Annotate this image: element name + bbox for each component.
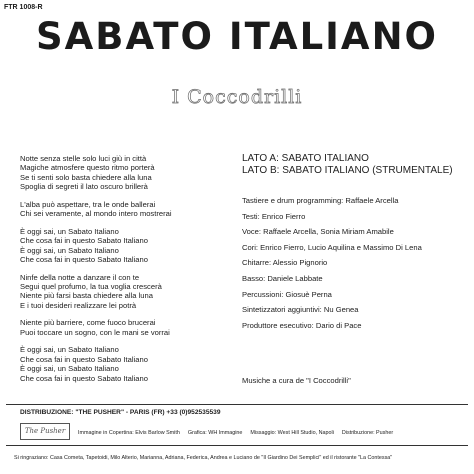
artist-name: I Coccodrilli (171, 86, 303, 108)
lyric-line: Niente più barriere, come fuoco brucerai (20, 318, 156, 328)
lyrics-block (20, 154, 230, 391)
credit-line: Testi: Enrico Fierro (242, 211, 306, 221)
lyric-line: E i tuoi desideri realizzare lei potrà (20, 300, 137, 310)
lyric-line: Notte senza stelle solo luci giù in città (20, 154, 147, 163)
lyrics-stanza (20, 200, 230, 219)
production-credit: Immagine in Copertina: Elvis Barlow Smith (78, 430, 180, 436)
production-credit: Grafica: WH Immagine (187, 430, 243, 436)
side-b: LATO B: SABATO ITALIANO (STRUMENTALE) (242, 165, 453, 176)
lyric-line: Niente più farsi basta chiedere alla luna (20, 291, 153, 301)
lyric-line: È oggi sai, un Sabato Italiano (20, 364, 119, 374)
music-credit: Musiche a cura de "I Coccodrilli" (242, 376, 351, 385)
catalog-number: FTR 1008-R (4, 4, 43, 11)
lyrics-stanza (20, 318, 230, 337)
lyrics-stanza (20, 227, 230, 265)
credit-line: Chitarre: Alessio Pignorio (242, 258, 328, 268)
distribution-info: DISTRIBUZIONE: "THE PUSHER" - PARIS (FR) +33 (0)952535539 (20, 409, 221, 416)
lyric-line: Chi sei veramente, al mondo intero mostrerai (20, 209, 172, 219)
lyric-line: Segui quel profumo, la tua voglia crescerà (20, 281, 162, 291)
lyric-line: Se ti senti solo basta chiedere alla luna (20, 172, 152, 182)
lyric-line: Che cosa fai in questo Sabato Italiano (20, 236, 148, 246)
divider-top (6, 404, 468, 405)
credit-line: Basso: Daniele Labbate (242, 273, 323, 283)
lyric-line: Che cosa fai in questo Sabato Italiano (20, 373, 148, 383)
lyrics-stanza (20, 345, 230, 383)
production-credits (78, 430, 401, 436)
credit-line: Voce: Raffaele Arcella, Sonia Miriam Amabile (242, 227, 394, 237)
lyric-line: L'alba può aspettare, tra le onde ballerai (20, 199, 156, 209)
credit-line: Produttore esecutivo: Dario di Pace (242, 320, 362, 330)
lyric-line: Ninfe della notte a danzare il con te (20, 272, 140, 282)
lyrics-stanza (20, 154, 230, 192)
lyrics-stanza (20, 273, 230, 311)
production-credit: Missaggio: West Hill Studio, Napoli (250, 430, 334, 436)
pusher-logo: The Pusher (20, 423, 70, 440)
thanks-line: Si ringraziano: Casa Cometa, Tapetoidi, Milo Alterio, Marianna, Adriana, Federica, Andrea e Luciano de "Il Giardino Dei Semplici" ed il ristorante "La Contessa" (14, 455, 393, 461)
divider-bottom (6, 445, 468, 446)
lyric-line: Magiche atmosfere questo ritmo porterà (20, 163, 155, 173)
record-title: SABATO ITALIANO (36, 15, 438, 58)
lyric-line: Spoglia di segreti il lato oscuro brillerà (20, 182, 148, 192)
credit-line: Sintetizzatori aggiuntivi: Nu Genea (242, 305, 359, 315)
lyric-line: È oggi sai, un Sabato Italiano (20, 245, 119, 255)
credits-list (242, 193, 422, 333)
credit-line: Cori: Enrico Fierro, Lucio Aquilina e Massimo Di Lena (242, 242, 422, 252)
track-list (242, 153, 453, 177)
lyric-line: È oggi sai, un Sabato Italiano (20, 226, 119, 236)
credit-line: Percussioni: Giosuè Perna (242, 289, 332, 299)
lyric-line: Puoi toccare un sogno, con le mani se vorrai (20, 327, 170, 337)
production-credit: Distribuzione: Pusher (341, 430, 394, 436)
side-a: LATO A: SABATO ITALIANO (242, 153, 369, 164)
lyric-line: È oggi sai, un Sabato Italiano (20, 345, 119, 355)
credit-line: Tastiere e drum programming: Raffaele Arcella (242, 196, 399, 205)
lyric-line: Che cosa fai in questo Sabato Italiano (20, 354, 148, 364)
lyric-line: Che cosa fai in questo Sabato Italiano (20, 255, 148, 265)
